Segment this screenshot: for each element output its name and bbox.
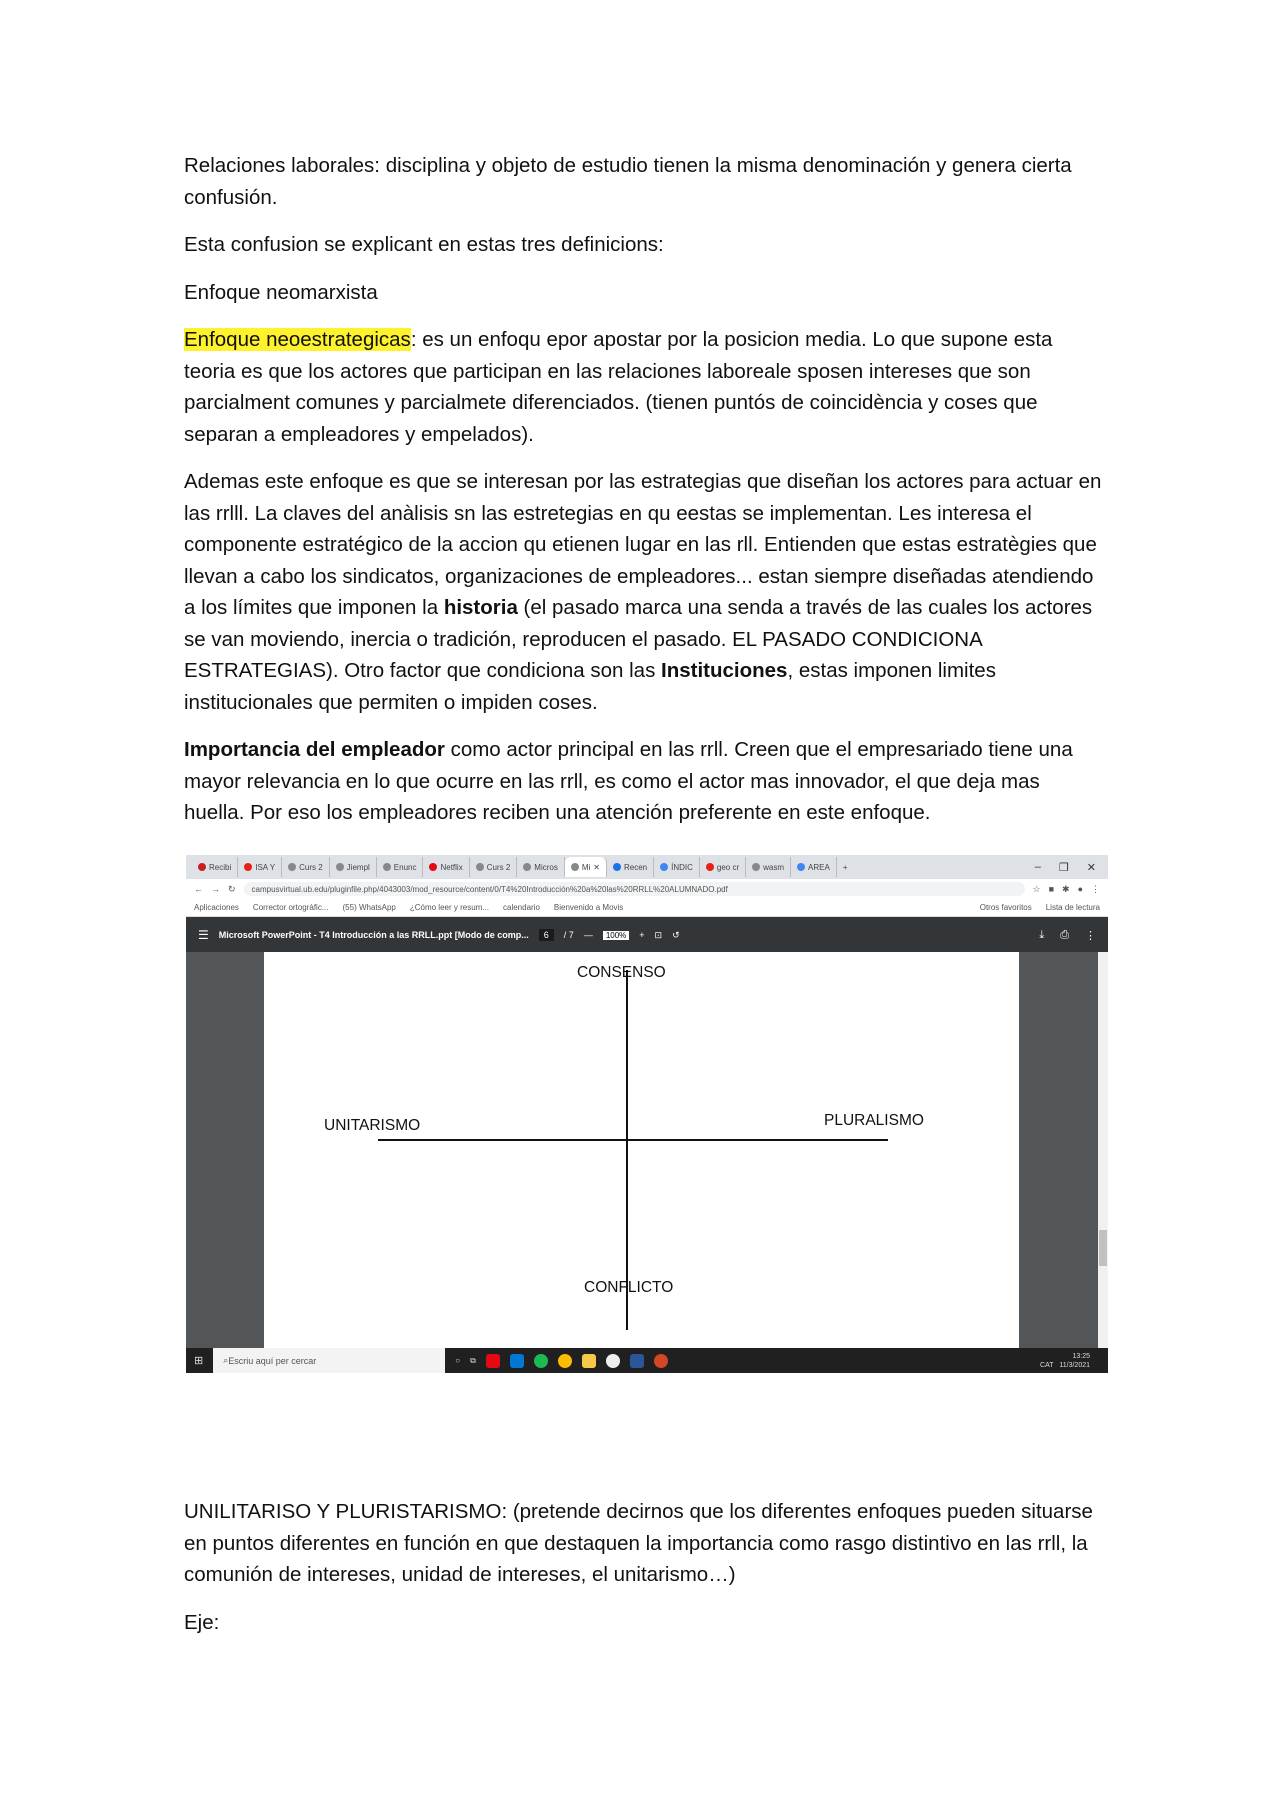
youtube-icon: [706, 863, 714, 871]
paragraph-text: : es un enfoqu epor apostar por la posicion media. Lo que supone esta teoria es que los actores que participan en las relaciones laboreale sposen intereses que son parcialment comunes y parcialmete diferenciados. (tienen puntós de coincidència y coses que separan a empleadores y empelados).: [184, 328, 1053, 446]
tab-label: Jiempl: [346, 862, 370, 872]
back-icon[interactable]: ←: [194, 884, 203, 894]
tab-label: Curs 2: [486, 862, 511, 872]
pdf-title: Microsoft PowerPoint - T4 Introducción a las RRLL.ppt [Modo de comp...: [218, 930, 529, 940]
page-icon: [288, 863, 296, 871]
maximize-icon[interactable]: ❐: [1058, 861, 1069, 874]
highlighted-term: Enfoque neoestrategicas: [184, 328, 411, 351]
globe-icon: [383, 863, 391, 871]
clock-time: 13:25: [1072, 1352, 1090, 1360]
windows-taskbar: [186, 1348, 1108, 1373]
bookmark-item[interactable]: ¿Cómo leer y resum...: [409, 903, 489, 912]
netflix-taskbar-icon[interactable]: [486, 1354, 500, 1368]
task-view-icon[interactable]: ⧉: [470, 1355, 476, 1365]
close-window-icon[interactable]: ✕: [1086, 861, 1096, 874]
label-pluralismo: PLURALISMO: [824, 1112, 924, 1129]
menu-icon[interactable]: ⋮: [1091, 883, 1100, 894]
paragraph-intro: Relaciones laborales: disciplina y objeto de estudio tienen la misma denominación y genera cierta confusión.: [184, 154, 1072, 209]
paragraph-definitions: Esta confusion se explicant en estas tres definicions:: [184, 233, 664, 256]
document-body-continued: [184, 1496, 1104, 1654]
browser-tab[interactable]: [238, 857, 282, 877]
more-icon[interactable]: ⋮: [1085, 929, 1096, 942]
tab-label: Curs 2: [299, 862, 323, 872]
browser-tab[interactable]: [423, 857, 469, 877]
bold-term-empleador: Importancia del empleador: [184, 738, 445, 761]
taskbar-search-input[interactable]: [213, 1348, 445, 1373]
pdf-toolbar-actions: [1039, 929, 1096, 942]
browser-tab[interactable]: [377, 857, 424, 877]
browser-tab[interactable]: [700, 857, 746, 877]
tab-label: wasm: [763, 862, 785, 872]
extension-icon[interactable]: ■: [1048, 884, 1055, 894]
label-consenso: CONSENSO: [577, 964, 666, 981]
pdf-viewer: [186, 952, 1108, 1348]
tab-label: Mi: [581, 862, 591, 872]
doc-icon: [660, 863, 668, 871]
fit-page-icon[interactable]: ⊡: [654, 929, 663, 940]
bold-term-instituciones: Instituciones: [661, 659, 788, 682]
paragraph-axis: Eje:: [184, 1610, 220, 1634]
paragraph-text: (el pasado marca una senda a través de las cuales los actores se van moviendo, inercia o tradición, reproducen el pasado. EL PASADO CONDICIONA ESTRATEGIAS). Otro factor que condiciona son las: [184, 596, 1093, 682]
spotify-taskbar-icon[interactable]: [534, 1354, 548, 1368]
paragraph-neomarxist: Enfoque neomarxista: [184, 280, 378, 304]
bookmark-item[interactable]: (55) WhatsApp: [342, 903, 396, 912]
paragraph-unitarism: UNILITARISO Y PLURISTARISMO: (pretende decirnos que los diferentes enfoques pueden situarse en puntos diferentes en función en que destaquen la importancia como rasgo distintivo en las rrll, la comunión de intereses, unidad de intereses, el unitarismo…): [184, 1500, 1093, 1586]
bold-term-historia: historia: [443, 596, 518, 619]
label-conflicto: CONFLICTO: [584, 1279, 674, 1296]
language-indicator[interactable]: CAT: [1040, 1361, 1054, 1369]
page-total: / 7: [563, 930, 574, 940]
netflix-icon: [429, 863, 437, 871]
print-icon[interactable]: ⎙: [1060, 928, 1069, 941]
page-number-input[interactable]: 6: [539, 929, 554, 941]
url-input[interactable]: campusvirtual.ub.edu/pluginfile.php/4043003/mod_resource/content/0/T4%20Introducción%20a%20las%20RRLL%20ALUMNADO.pdf: [244, 882, 1025, 896]
page-icon: [476, 863, 484, 871]
tab-label: ISA Y: [255, 862, 276, 872]
browser-tab-strip: [186, 855, 1108, 879]
search-icon: ⌕: [223, 1355, 229, 1365]
minimize-icon[interactable]: –: [1034, 860, 1041, 873]
app-taskbar-icon[interactable]: [606, 1354, 620, 1368]
browser-tab[interactable]: [330, 857, 377, 877]
globe-icon: [571, 863, 579, 871]
tab-label: Netflix: [440, 862, 463, 872]
paragraph-employer: [184, 734, 1104, 829]
window-controls: [1035, 861, 1108, 874]
browser-tab[interactable]: [282, 857, 330, 877]
pdf-toolbar: [186, 917, 1108, 953]
chrome-taskbar-icon[interactable]: [558, 1354, 572, 1368]
clock-date: 11/3/2021: [1059, 1361, 1090, 1369]
paragraph-strategies: [184, 466, 1104, 718]
gmail-icon: [198, 863, 206, 871]
browser-tab[interactable]: [192, 857, 238, 877]
tab-label: AREA: [808, 862, 830, 872]
puzzle-icon[interactable]: ✱: [1062, 883, 1070, 894]
slide-page: [264, 952, 1019, 1348]
hamburger-icon[interactable]: ☰: [198, 928, 209, 942]
mail-taskbar-icon[interactable]: [510, 1354, 524, 1368]
document-body: [184, 150, 1104, 845]
bookmark-item[interactable]: Bienvenido a Movis: [553, 903, 624, 912]
paragraph-text: , estas imponen limites institucionales que permiten o impiden coses.: [184, 659, 996, 714]
windows-start-icon[interactable]: ⊞: [194, 1355, 204, 1367]
address-bar-row: [186, 879, 1108, 899]
embedded-screenshot: [186, 855, 1108, 1373]
vertical-scrollbar[interactable]: [1098, 952, 1108, 1348]
reload-icon[interactable]: ↻: [228, 883, 236, 894]
download-icon[interactable]: ⤓: [1039, 928, 1045, 941]
globe-icon: [523, 863, 531, 871]
explorer-taskbar-icon[interactable]: [582, 1354, 596, 1368]
scrollbar-thumb[interactable]: [1099, 1230, 1107, 1266]
bookmarks-bar: [186, 899, 1108, 917]
profile-icon[interactable]: ●: [1077, 884, 1083, 894]
bookmark-item[interactable]: calendario: [503, 903, 540, 912]
tab-label: Enunc: [393, 862, 417, 872]
paragraph-neoestrategicas: [184, 324, 1104, 450]
tab-label: Micros: [534, 862, 558, 872]
zoom-input[interactable]: 100%: [603, 931, 629, 940]
google-icon: [797, 863, 805, 871]
search-placeholder: Escriu aquí per cercar: [228, 1355, 317, 1366]
browser-tab[interactable]: [470, 857, 518, 877]
browser-tab[interactable]: [607, 857, 654, 877]
tab-label: Recibi: [209, 862, 232, 872]
close-tab-icon[interactable]: ✕: [593, 862, 600, 872]
browser-tab[interactable]: [746, 857, 791, 877]
cortana-icon[interactable]: ○: [455, 1356, 461, 1365]
browser-tab[interactable]: [654, 857, 700, 877]
youtube-icon: [244, 863, 252, 871]
rotate-icon[interactable]: ↺: [672, 929, 680, 940]
system-tray[interactable]: [1040, 1352, 1108, 1370]
new-tab-button[interactable]: +: [842, 862, 848, 872]
browser-tab[interactable]: [791, 857, 837, 877]
paragraph-text: Ademas este enfoque es que se interesan por las estrategias que diseñan los actores para actuar en las rrlll. La claves del anàlisis sn las estretegias en qu eestas se implementan. Les interesa el componente estratégico de la accion qu etienen lugar en las rll. Entienden que estas estratègies que llevan a cabo los sindicatos, organizaciones de empleadores... estan siempre diseñadas atendiendo a los límites que imponen la: [184, 470, 1102, 619]
tab-label: ÍNDIC: [671, 862, 693, 872]
tab-label: Recen: [624, 862, 648, 872]
paragraph-text: como actor principal en las rrll. Creen que el empresariado tiene una mayor relevancia en lo que ocurre en las rrll, es como el actor mas innovador, el que deja mas huella. Por eso los empleadores reciben una atención preferente en este enfoque.: [184, 738, 1073, 824]
zoom-in-button[interactable]: +: [639, 930, 645, 940]
drive-icon: [613, 863, 621, 871]
powerpoint-taskbar-icon[interactable]: [654, 1354, 668, 1368]
browser-tab-active[interactable]: [565, 857, 607, 877]
forward-icon[interactable]: →: [211, 884, 220, 894]
word-taskbar-icon[interactable]: [630, 1354, 644, 1368]
globe-icon: [752, 863, 760, 871]
bookmark-item[interactable]: Lista de lectura: [1045, 903, 1100, 912]
label-unitarismo: UNITARISMO: [324, 1117, 421, 1134]
globe-icon: [336, 863, 344, 871]
tab-label: geo cr: [716, 862, 740, 872]
bookmark-item[interactable]: Corrector ortogràfic...: [252, 903, 329, 912]
bookmark-item[interactable]: Otros favoritos: [979, 903, 1032, 912]
star-icon[interactable]: ☆: [1032, 883, 1041, 894]
browser-tab[interactable]: [517, 857, 565, 877]
bookmark-item[interactable]: Aplicaciones: [194, 903, 239, 912]
zoom-out-button[interactable]: —: [583, 930, 593, 940]
